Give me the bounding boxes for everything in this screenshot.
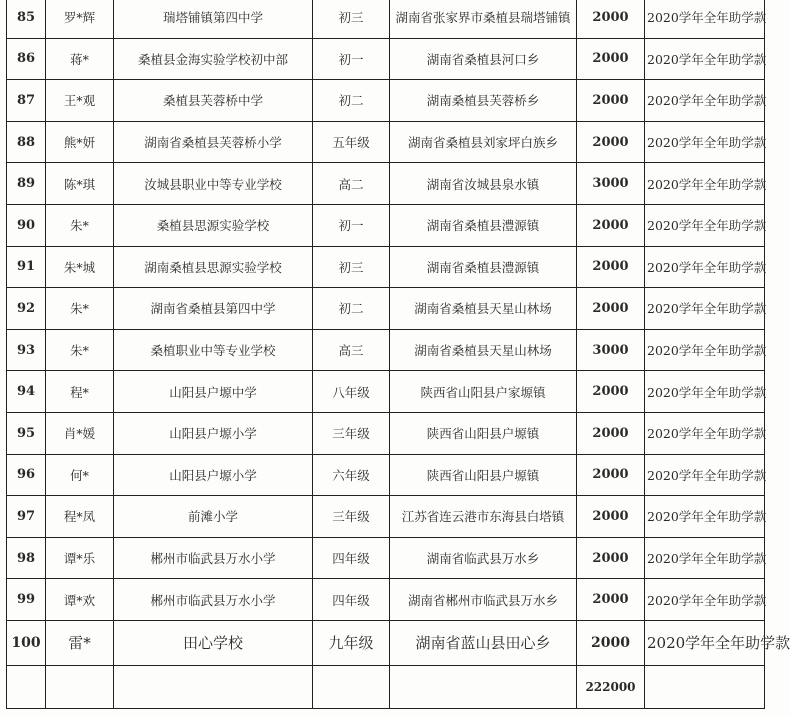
grade-cell: 初一 — [313, 38, 390, 80]
address-cell: 陕西省山阳县户塬镇 — [390, 412, 577, 454]
student-name-cell: 朱* — [46, 204, 114, 246]
grade-cell: 三年级 — [313, 496, 390, 538]
empty-cell — [390, 665, 577, 708]
student-name-cell: 陈*琪 — [46, 163, 114, 205]
student-name-cell: 谭*乐 — [46, 537, 114, 579]
donation-table-sheet — [6, 0, 790, 709]
student-name-cell: 朱* — [46, 288, 114, 330]
grade-cell: 高三 — [313, 329, 390, 371]
note-cell: 2020学年全年助学款 — [645, 412, 765, 454]
row-number-cell: 93 — [7, 329, 46, 371]
amount-cell: 2000 — [577, 204, 645, 246]
student-name-cell: 雷* — [46, 620, 114, 665]
row-number-cell: 87 — [7, 80, 46, 122]
total-amount-cell: 222000 — [577, 665, 645, 708]
table-row — [7, 620, 765, 665]
student-name-cell: 肖*媛 — [46, 412, 114, 454]
amount-cell: 3000 — [577, 163, 645, 205]
note-cell: 2020学年全年助学款 — [645, 0, 765, 38]
address-cell: 湖南省桑植县刘家坪白族乡 — [390, 121, 577, 163]
total-row — [7, 665, 765, 708]
note-cell: 2020学年全年助学款 — [645, 163, 765, 205]
amount-cell: 2000 — [577, 288, 645, 330]
school-cell: 桑植县思源实验学校 — [114, 204, 313, 246]
row-number-cell: 100 — [7, 620, 46, 665]
table-row — [7, 80, 765, 122]
amount-cell: 2000 — [577, 246, 645, 288]
table-row — [7, 579, 765, 621]
school-cell: 田心学校 — [114, 620, 313, 665]
address-cell: 湖南省汝城县泉水镇 — [390, 163, 577, 205]
table-row — [7, 537, 765, 579]
grade-cell: 初三 — [313, 246, 390, 288]
note-cell: 2020学年全年助学款 — [645, 80, 765, 122]
table-row — [7, 371, 765, 413]
row-number-cell: 98 — [7, 537, 46, 579]
grade-cell: 九年级 — [313, 620, 390, 665]
school-cell: 山阳县户塬小学 — [114, 412, 313, 454]
note-cell: 2020学年全年助学款 — [645, 579, 765, 621]
table-row — [7, 412, 765, 454]
address-cell: 江苏省连云港市东海县白塔镇 — [390, 496, 577, 538]
table-row — [7, 38, 765, 80]
row-number-cell: 89 — [7, 163, 46, 205]
amount-cell: 2000 — [577, 0, 645, 38]
student-aid-table — [6, 0, 790, 709]
table-row — [7, 163, 765, 205]
table-body — [7, 0, 790, 708]
student-name-cell: 罗*辉 — [46, 0, 114, 38]
row-number-cell: 91 — [7, 246, 46, 288]
school-cell: 山阳县户塬小学 — [114, 454, 313, 496]
grade-cell: 高二 — [313, 163, 390, 205]
amount-cell: 2000 — [577, 38, 645, 80]
school-cell: 桑植职业中等专业学校 — [114, 329, 313, 371]
school-cell: 湖南省桑植县芙蓉桥小学 — [114, 121, 313, 163]
grade-cell: 初一 — [313, 204, 390, 246]
table-row — [7, 329, 765, 371]
table-row — [7, 288, 765, 330]
note-cell: 2020学年全年助学款 — [645, 371, 765, 413]
row-number-cell: 99 — [7, 579, 46, 621]
school-cell: 郴州市临武县万水小学 — [114, 537, 313, 579]
note-cell: 2020学年全年助学款 — [645, 121, 765, 163]
empty-cell — [46, 665, 114, 708]
amount-cell: 2000 — [577, 537, 645, 579]
grade-cell: 初三 — [313, 0, 390, 38]
row-number-cell: 86 — [7, 38, 46, 80]
table-row — [7, 496, 765, 538]
student-name-cell: 朱* — [46, 329, 114, 371]
grade-cell: 四年级 — [313, 579, 390, 621]
row-number-cell: 88 — [7, 121, 46, 163]
student-name-cell: 程* — [46, 371, 114, 413]
address-cell: 湖南省桑植县天星山林场 — [390, 329, 577, 371]
amount-cell: 2000 — [577, 496, 645, 538]
note-cell: 2020学年全年助学款 — [645, 620, 765, 665]
note-cell: 2020学年全年助学款 — [645, 329, 765, 371]
grade-cell: 八年级 — [313, 371, 390, 413]
school-cell: 湖南省桑植县第四中学 — [114, 288, 313, 330]
row-number-cell: 94 — [7, 371, 46, 413]
student-name-cell: 朱*城 — [46, 246, 114, 288]
address-cell: 湖南省桑植县澧源镇 — [390, 246, 577, 288]
student-name-cell: 王*观 — [46, 80, 114, 122]
row-number-cell: 90 — [7, 204, 46, 246]
school-cell: 山阳县户塬中学 — [114, 371, 313, 413]
note-cell: 2020学年全年助学款 — [645, 204, 765, 246]
school-cell: 桑植县芙蓉桥中学 — [114, 80, 313, 122]
note-cell: 2020学年全年助学款 — [645, 496, 765, 538]
empty-cell — [7, 665, 46, 708]
grade-cell: 初二 — [313, 288, 390, 330]
school-cell: 郴州市临武县万水小学 — [114, 579, 313, 621]
student-name-cell: 何* — [46, 454, 114, 496]
grade-cell: 初二 — [313, 80, 390, 122]
empty-cell — [645, 665, 765, 708]
amount-cell: 3000 — [577, 329, 645, 371]
address-cell: 湖南省桑植县天星山林场 — [390, 288, 577, 330]
note-cell: 2020学年全年助学款 — [645, 288, 765, 330]
address-cell: 陕西省山阳县户塬镇 — [390, 454, 577, 496]
school-cell: 前滩小学 — [114, 496, 313, 538]
table-row — [7, 454, 765, 496]
empty-cell — [114, 665, 313, 708]
amount-cell: 2000 — [577, 454, 645, 496]
amount-cell: 2000 — [577, 620, 645, 665]
address-cell: 湖南省郴州市临武县万水乡 — [390, 579, 577, 621]
table-row — [7, 246, 765, 288]
school-cell: 桑植县金海实验学校初中部 — [114, 38, 313, 80]
address-cell: 湖南省桑植县澧源镇 — [390, 204, 577, 246]
grade-cell: 三年级 — [313, 412, 390, 454]
address-cell: 湖南省临武县万水乡 — [390, 537, 577, 579]
table-row — [7, 204, 765, 246]
address-cell: 湖南省桑植县河口乡 — [390, 38, 577, 80]
student-name-cell: 程*凤 — [46, 496, 114, 538]
school-cell: 湖南桑植县思源实验学校 — [114, 246, 313, 288]
row-number-cell: 92 — [7, 288, 46, 330]
student-name-cell: 蒋* — [46, 38, 114, 80]
amount-cell: 2000 — [577, 412, 645, 454]
note-cell: 2020学年全年助学款 — [645, 454, 765, 496]
student-name-cell: 熊*妍 — [46, 121, 114, 163]
address-cell: 陕西省山阳县户家塬镇 — [390, 371, 577, 413]
row-number-cell: 96 — [7, 454, 46, 496]
note-cell: 2020学年全年助学款 — [645, 246, 765, 288]
school-cell: 汝城县职业中等专业学校 — [114, 163, 313, 205]
amount-cell: 2000 — [577, 371, 645, 413]
address-cell: 湖南桑植县芙蓉桥乡 — [390, 80, 577, 122]
grade-cell: 六年级 — [313, 454, 390, 496]
empty-cell — [313, 665, 390, 708]
table-row — [7, 121, 765, 163]
row-number-cell: 95 — [7, 412, 46, 454]
row-number-cell: 85 — [7, 0, 46, 38]
note-cell: 2020学年全年助学款 — [645, 537, 765, 579]
grade-cell: 四年级 — [313, 537, 390, 579]
school-cell: 瑞塔铺镇第四中学 — [114, 0, 313, 38]
address-cell: 湖南省张家界市桑植县瑞塔铺镇 — [390, 0, 577, 38]
table-row — [7, 0, 765, 38]
address-cell: 湖南省蓝山县田心乡 — [390, 620, 577, 665]
amount-cell: 2000 — [577, 121, 645, 163]
grade-cell: 五年级 — [313, 121, 390, 163]
student-name-cell: 谭*欢 — [46, 579, 114, 621]
amount-cell: 2000 — [577, 80, 645, 122]
amount-cell: 2000 — [577, 579, 645, 621]
row-number-cell: 97 — [7, 496, 46, 538]
note-cell: 2020学年全年助学款 — [645, 38, 765, 80]
